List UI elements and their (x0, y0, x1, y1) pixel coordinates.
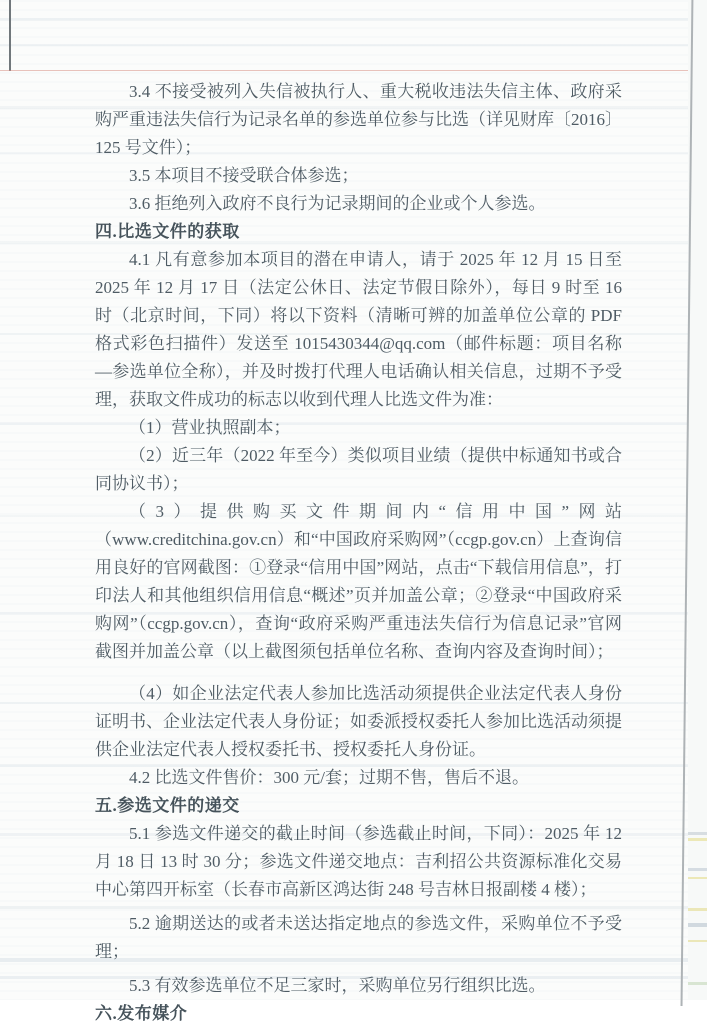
scan-noise-band (688, 838, 707, 841)
scan-noise-band (688, 923, 707, 927)
clause-3-6: 3.6 拒绝列入政府不良行为记录期间的企业或个人参选。 (129, 194, 546, 213)
clause-4-1: 4.1 凡有意参加本项目的潜在申请人，请于 2025 年 12 月 15 日至 2025 年 12 月 17 日（法定公休日、法定节假日除外），每日 9 时至 16 时（北京时间，下同）将以下资料（清晰可辨的加盖单位公章的 PDF 格式彩色扫描件）发送至 1015430344@qq.com（邮件标题：项目名称—参选单位全称），并及时拨打代理人电话确认相关信息，过期不予受理，获取文件成功的标志以收到代理人比选文件为准： (95, 250, 622, 409)
clause-4-2: 4.2 比选文件售价：300 元/套；过期不售，售后不退。 (129, 768, 529, 787)
clause-5-1: 5.1 参选文件递交的截止时间（参选截止时间，下同）：2025 年 12 月 18 日 13 时 30 分；参选文件递交地点：吉利招公共资源标准化交易中心第四开标室（长春市高新区鸿达街 248 号吉林日报副楼 4 楼）； (95, 824, 622, 899)
clause-5-3: 5.3 有效参选单位不足三家时，采购单位另行组织比选。 (129, 976, 546, 995)
clause-3-4: 3.4 不接受被列入失信被执行人、重大税收违法失信主体、政府采购严重违法失信行为记录名单的参选单位参与比选（详见财库〔2016〕125 号文件）； (95, 82, 622, 157)
scan-artifact-pink-line (0, 70, 707, 71)
section-heading-5: 五.参选文件的递交 (95, 796, 240, 815)
section-heading-6: 六.发布媒介 (95, 1004, 188, 1023)
list-item-4: （4）如企业法定代表人参加比选活动须提供企业法定代表人身份证明书、企业法定代表人身份证；如委派授权委托人参加比选活动须提供企业法定代表人授权委托书、授权委托人身份证。 (95, 684, 622, 759)
clause-3-5: 3.5 本项目不接受联合体参选； (129, 166, 359, 185)
scan-noise-band (688, 908, 707, 911)
scan-artifact-left-line (9, 0, 11, 71)
scan-noise-band (688, 832, 707, 835)
document-body (95, 78, 622, 1028)
section-heading-4: 四.比选文件的获取 (95, 222, 240, 241)
scan-noise-band (688, 982, 707, 985)
scan-noise-band (688, 940, 707, 942)
list-item-3: （3）提供购买文件期间内“信用中国”网站（www.creditchina.gov.cn）和“中国政府采购网”（ccgp.gov.cn）上查询信用良好的官网截图：①登录“信用中国”网站，点击“下载信用信息”，打印法人和其他组织信用信息“概述”页并加盖公章；②登录“中国政府采购网”（ccgp.gov.cn），查询“政府采购严重违法失信行为信息记录”官网截图并加盖公章（以上截图须包括单位名称、查询内容及查询时间）； (95, 502, 622, 661)
list-item-2: （2）近三年（2022 年至今）类似项目业绩（提供中标通知书或合同协议书）； (95, 446, 622, 493)
scan-noise-band (688, 868, 707, 871)
clause-5-2: 5.2 逾期送达的或者未送达指定地点的参选文件，采购单位不予受理； (95, 914, 622, 961)
scan-noise-band (688, 877, 707, 879)
list-item-1: （1）营业执照副本； (129, 418, 291, 437)
